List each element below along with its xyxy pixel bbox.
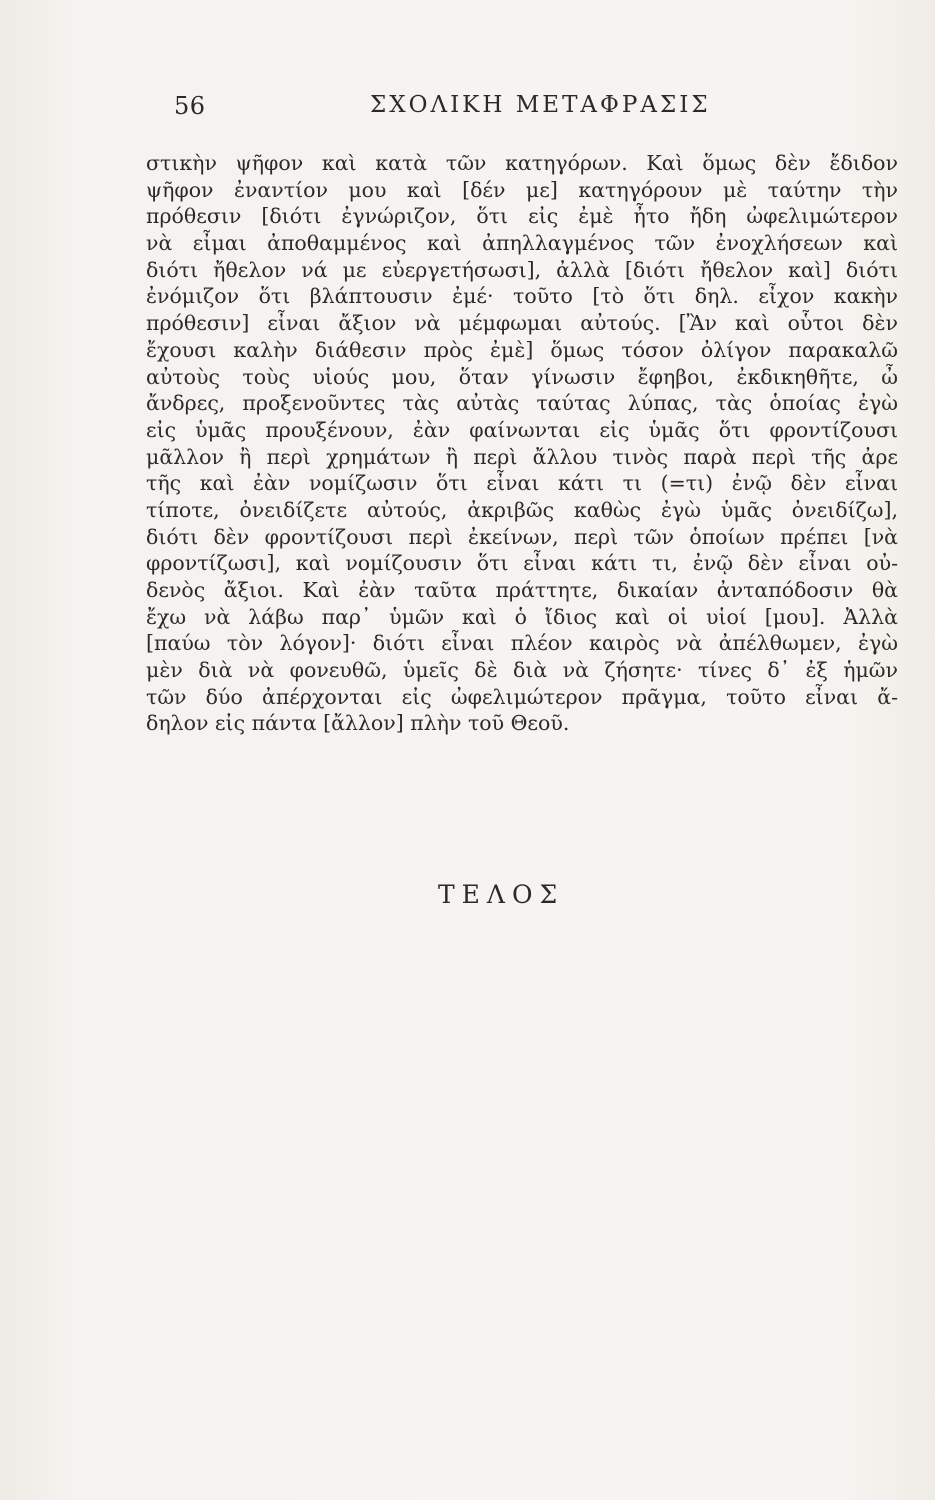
- text-line: μᾶλλον ἢ περὶ χρημάτων ἢ περὶ ἄλλου τινὸς παρὰ περὶ τῆς ἀρε: [146, 444, 898, 469]
- text-line: διότι δὲν φροντίζουσι περὶ ἐκείνων, περὶ τῶν ὁποίων πρέπει [νὰ: [146, 524, 898, 549]
- text-line: αὐτοὺς τοὺς υἱούς μου, ὅταν γίνωσιν ἔφηβοι, ἐκδικηθῆτε, ὦ: [146, 364, 898, 389]
- text-line: εἰς ὑμᾶς προυξένουν, ἐὰν φαίνωνται εἰς ὑμᾶς ὅτι φροντίζουσι: [146, 417, 898, 442]
- text-line: ἔχω νὰ λάβω παρ᾽ ὑμῶν καὶ ὁ ἴδιος καὶ οἱ υἱοί [μου]. Ἀλλὰ: [146, 604, 898, 629]
- text-line: τῆς καὶ ἐὰν νομίζωσιν ὅτι εἶναι κάτι τι (=τι) ἐνῷ δὲν εἶναι: [146, 471, 898, 496]
- text-line: φροντίζωσι], καὶ νομίζουσιν ὅτι εἶναι κάτι τι, ἐνῷ δὲν εἶναι οὐ-: [146, 551, 898, 576]
- text-line: ἔχουσι καλὴν διάθεσιν πρὸς ἐμὲ] ὅμως τόσον ὀλίγον παρακαλῶ: [146, 337, 898, 362]
- text-line: ψῆφον ἐναντίον μου καὶ [δέν με] κατηγόρουν μὲ ταύτην τὴν: [146, 177, 898, 202]
- text-line: νὰ εἶμαι ἀποθαμμένος καὶ ἀπηλλαγμένος τῶν ἐνοχλήσεων καὶ: [146, 231, 898, 256]
- text-line: διότι ἤθελον νά με εὐεργετήσωσι], ἀλλὰ [διότι ἤθελον καὶ] διότι: [146, 257, 898, 282]
- text-line: πρόθεσιν [διότι ἐγνώριζον, ὅτι εἰς ἐμὲ ἦτο ἤδη ὠφελιμώτερον: [146, 204, 898, 229]
- text-line: μὲν διὰ νὰ φονευθῶ, ὑμεῖς δὲ διὰ νὰ ζήσητε· τίνες δ᾽ ἐξ ἡμῶν: [146, 658, 898, 683]
- text-line: ἐνόμιζον ὅτι βλάπτουσιν ἐμέ· τοῦτο [τὸ ὅτι δηλ. εἶχον κακὴν: [146, 284, 898, 309]
- text-line: τίποτε, ὀνειδίζετε αὐτούς, ἀκριβῶς καθὼς ἐγὼ ὑμᾶς ὀνειδίζω],: [146, 497, 898, 522]
- text-line: δηλον εἰς πάντα [ἄλλον] πλὴν τοῦ Θεοῦ.: [146, 711, 570, 736]
- running-title: ΣΧΟΛΙΚΗ ΜΕΤΑΦΡΑΣΙΣ: [370, 92, 711, 118]
- body-text: [146, 150, 898, 737]
- text-line: δενὸς ἄξιοι. Καὶ ἐὰν ταῦτα πράττητε, δικαίαν ἀνταπόδοσιν θὰ: [146, 578, 898, 602]
- ending-title: ΤΕΛΟΣ: [438, 880, 565, 909]
- text-line: [παύω τὸν λόγον]· διότι εἶναι πλέον καιρὸς νὰ ἀπέλθωμεν, ἐγὼ: [146, 631, 898, 656]
- text-line: πρόθεσιν] εἶναι ἄξιον νὰ μέμφωμαι αὐτούς. [Ἂν καὶ οὗτοι δὲν: [146, 311, 898, 336]
- running-head: [174, 88, 894, 128]
- text-line: τῶν δύο ἀπέρχονται εἰς ὠφελιμώτερον πρᾶγμα, τοῦτο εἶναι ἄ-: [146, 684, 898, 709]
- text-line: στικὴν ψῆφον καὶ κατὰ τῶν κατηγόρων. Καὶ ὅμως δὲν ἔδιδον: [146, 151, 898, 175]
- page-number: 56: [174, 92, 206, 120]
- text-line: ἄνδρες, προξενοῦντες τὰς αὐτὰς ταύτας λύπας, τὰς ὁποίας ἐγὼ: [146, 391, 898, 416]
